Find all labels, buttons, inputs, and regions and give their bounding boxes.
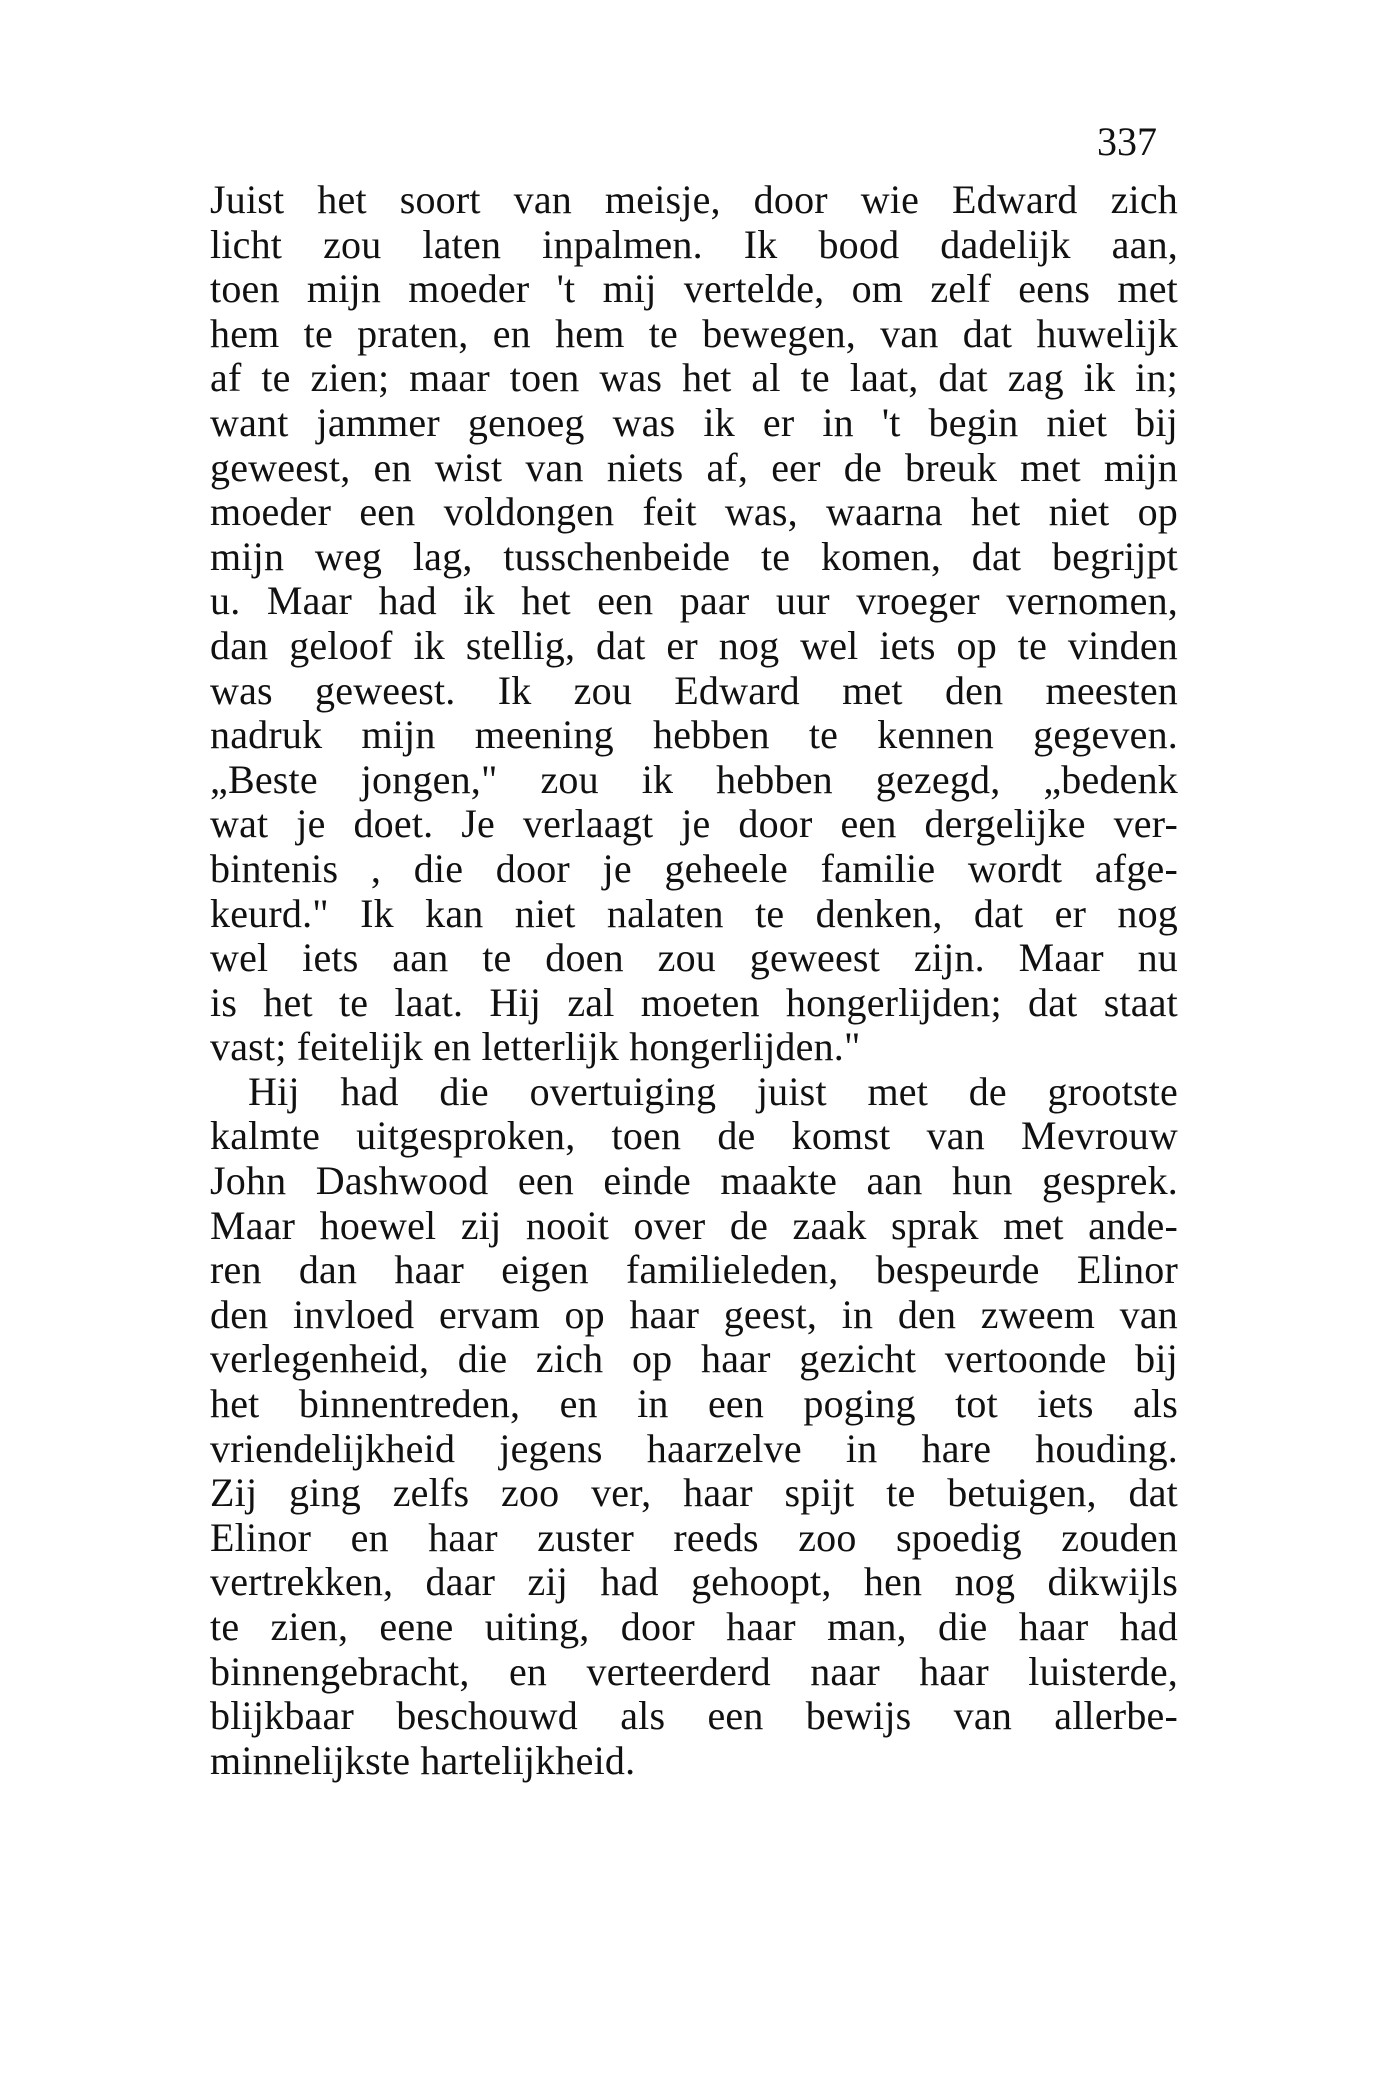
text-line: John Dashwood een einde maakte aan hun gesprek. — [210, 1158, 1178, 1204]
text-line: vriendelijkheid jegens haarzelve in hare houding. — [210, 1425, 1178, 1471]
text-line: licht zou laten inpalmen. Ik bood dadelijk aan, — [210, 221, 1178, 267]
text-line: toen mijn moeder 't mij vertelde, om zelf eens met — [210, 266, 1178, 312]
text-line: keurd." Ik kan niet nalaten te denken, dat er nog — [210, 890, 1178, 936]
paragraph-end-line: vast; feitelijk en letterlijk hongerlijden." — [210, 1024, 861, 1070]
text-line: vertrekken, daar zij had gehoopt, hen nog dikwijls — [210, 1559, 1178, 1605]
paragraph-start-line: Hij had die overtuiging juist met de grootste — [248, 1068, 1178, 1114]
text-line: moeder een voldongen feit was, waarna het niet op — [210, 489, 1178, 535]
text-line: bintenis , die door je geheele familie wordt afge- — [210, 845, 1178, 891]
text-line: Juist het soort van meisje, door wie Edward zich — [210, 177, 1178, 222]
text-line: want jammer genoeg was ik er in 't begin niet bij — [210, 399, 1178, 445]
text-line: binnengebracht, en verteerderd naar haar luisterde, — [210, 1648, 1178, 1694]
text-line: „Beste jongen," zou ik hebben gezegd, „bedenk — [210, 756, 1178, 802]
text-line: te zien, eene uiting, door haar man, die haar had — [210, 1604, 1178, 1649]
text-line: den invloed ervam op haar geest, in den zweem van — [210, 1291, 1178, 1337]
text-line: hem te praten, en hem te bewegen, van dat huwelijk — [210, 310, 1178, 356]
text-line: geweest, en wist van niets af, eer de breuk met mijn — [210, 444, 1178, 490]
text-line: Elinor en haar zuster reeds zoo spoedig zouden — [210, 1514, 1178, 1560]
text-line: af te zien; maar toen was het al te laat, dat zag ik in; — [210, 355, 1178, 401]
text-line: mijn weg lag, tusschenbeide te komen, dat begrijpt — [210, 533, 1178, 579]
text-line: is het te laat. Hij zal moeten hongerlijden; dat staat — [210, 979, 1178, 1025]
text-line: Zij ging zelfs zoo ver, haar spijt te betuigen, dat — [210, 1470, 1178, 1516]
text-line: was geweest. Ik zou Edward met den meesten — [210, 667, 1178, 713]
text-line: blijkbaar beschouwd als een bewijs van allerbe- — [210, 1693, 1178, 1739]
page-number: 337 — [1097, 119, 1157, 164]
text-line: nadruk mijn meening hebben te kennen gegeven. — [210, 712, 1178, 758]
text-line: dan geloof ik stellig, dat er nog wel iets op te vinden — [210, 622, 1178, 668]
text-line: verlegenheid, die zich op haar gezicht vertoonde bij — [210, 1336, 1178, 1382]
text-line: wel iets aan te doen zou geweest zijn. Maar nu — [210, 935, 1178, 981]
text-line: u. Maar had ik het een paar uur vroeger vernomen, — [210, 578, 1178, 624]
body-text — [210, 178, 1178, 1783]
text-line: kalmte uitgesproken, toen de komst van Mevrouw — [210, 1113, 1178, 1159]
text-line: Maar hoewel zij nooit over de zaak sprak met ande- — [210, 1202, 1178, 1248]
text-line: ren dan haar eigen familieleden, bespeurde Elinor — [210, 1247, 1178, 1293]
paragraph-end-line: minnelijkste hartelijkheid. — [210, 1737, 636, 1783]
text-line: wat je doet. Je verlaagt je door een dergelijke ver- — [210, 801, 1178, 847]
text-line: het binnentreden, en in een poging tot iets als — [210, 1381, 1178, 1427]
